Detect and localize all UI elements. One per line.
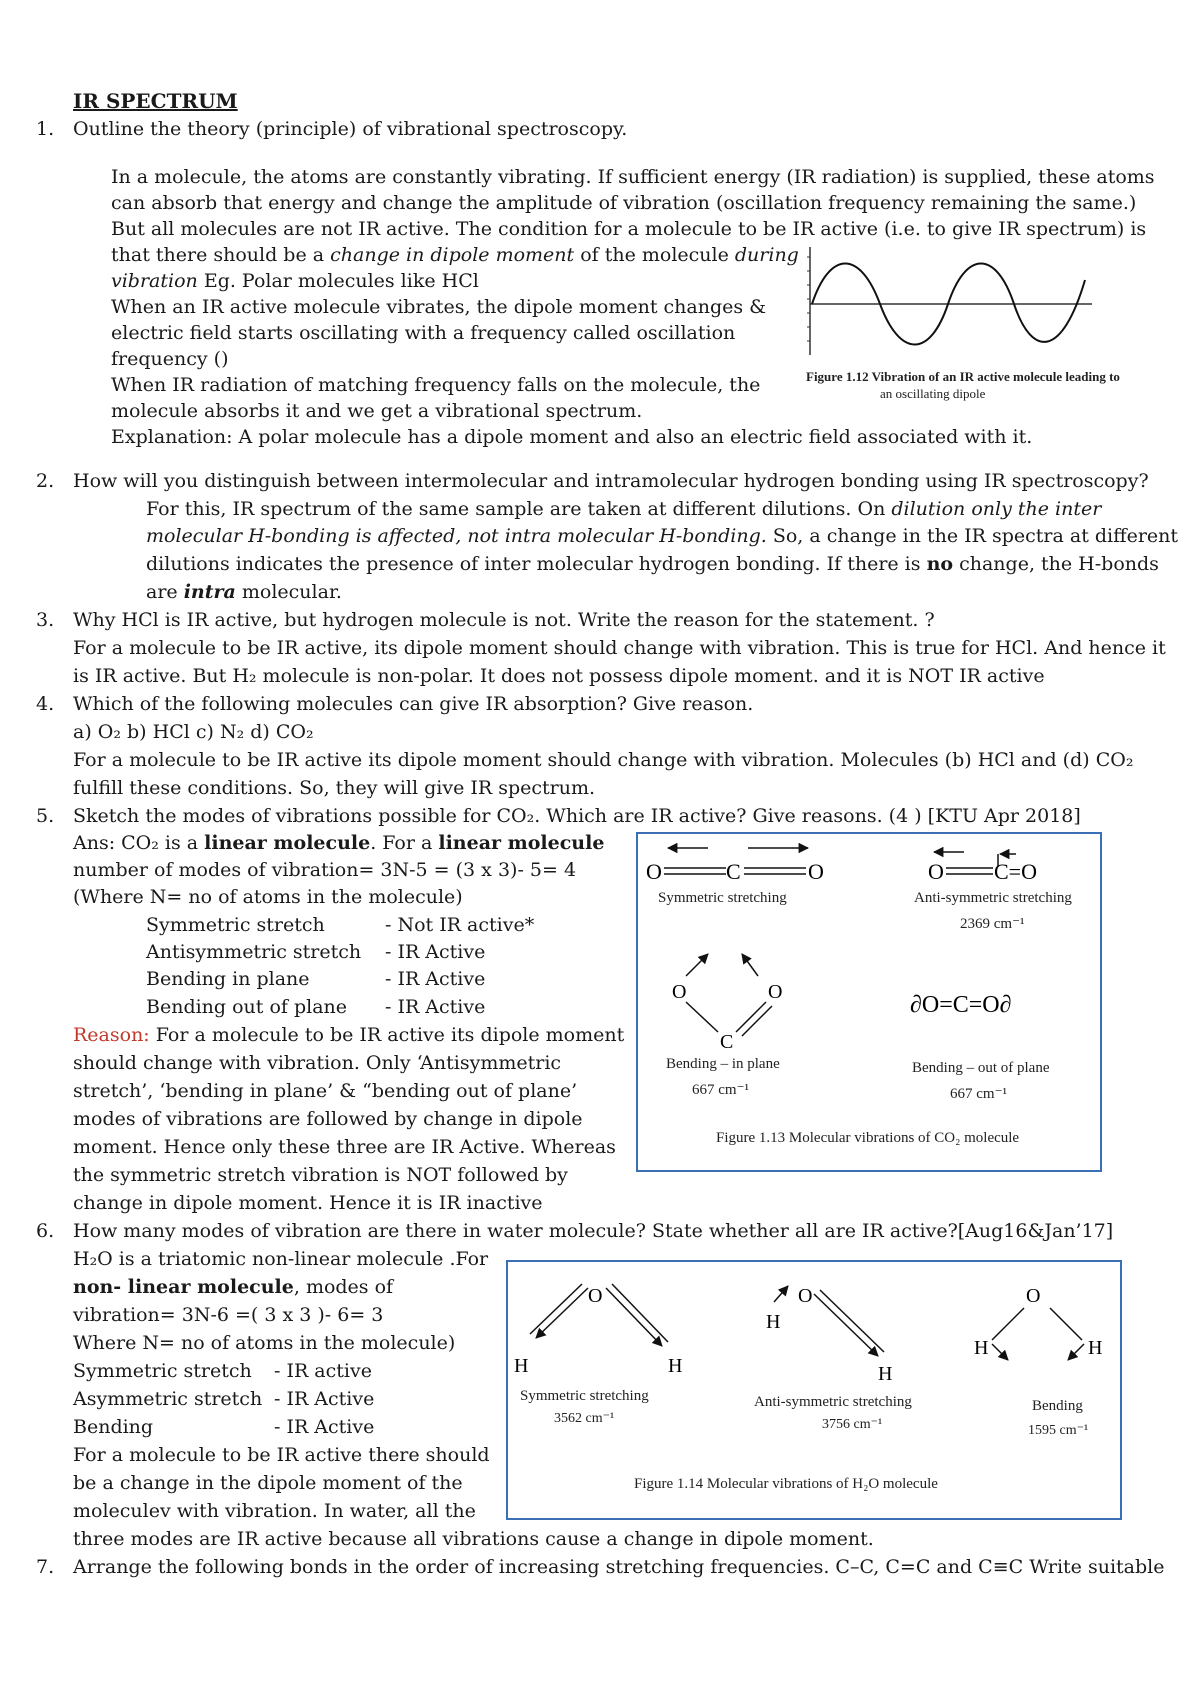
figure-1-14-caption: Figure 1.14 Molecular vibrations of H₂O molecule: [634, 1476, 938, 1492]
figure-1-12-caption-line1: Figure 1.12 Vibration of an IR active molecule leading to: [806, 369, 1120, 384]
q5-mode-name: Bending out of plane: [146, 996, 348, 1018]
arrow-up-icon: [686, 954, 708, 976]
svg-text:C: C: [726, 859, 741, 884]
co2-sym-label: Symmetric stretching: [658, 890, 787, 906]
co2-bend-out-molecule: ∂O=C=O∂: [910, 992, 1012, 1018]
q1-p10: molecule absorbs it and we get a vibrational spectrum.: [111, 400, 643, 422]
q4-number: 4.: [36, 693, 55, 715]
q1-p5: vibration Eg. Polar molecules like HCl: [111, 270, 479, 292]
h2o-anti-label: Anti-symmetric stretching: [754, 1394, 912, 1410]
svg-text:H: H: [766, 1311, 781, 1333]
q6-mode-name: Symmetric stretch: [73, 1360, 252, 1382]
q6-a4: Where N= no of atoms in the molecule): [73, 1332, 456, 1354]
q5-a3: (Where N= no of atoms in the molecule): [73, 886, 463, 908]
q5-reason-r2: should change with vibration. Only ‘Antisymmetric: [73, 1052, 562, 1074]
q7-title: Arrange the following bonds in the order of increasing stretching frequencies. C–C, C=C and C≡C Write suitable: [73, 1556, 1165, 1578]
q5-reason-r1: Reason: For a molecule to be IR active its dipole moment: [73, 1024, 625, 1046]
q4-l2: fulfill these conditions. So, they will give IR spectrum.: [73, 777, 596, 799]
q6-mode-name: Asymmetric stretch: [73, 1388, 263, 1410]
h2o-vibrations-figure: [506, 1260, 1122, 1520]
co2-anti-molecule: O: [928, 859, 944, 884]
q5-mode-status: - IR Active: [385, 968, 486, 990]
q6-mode-status: - IR Active: [274, 1388, 375, 1410]
svg-text:H: H: [974, 1337, 989, 1359]
h2o-anti-molecule: O: [798, 1285, 813, 1307]
q6-r3: moleculev with vibration. In water, all the: [73, 1500, 476, 1522]
q5-mode-name: Antisymmetric stretch: [146, 941, 362, 963]
page-heading: IR SPECTRUM: [73, 89, 238, 113]
q5-a1: Ans: CO₂ is a linear molecule. For a linear molecule: [73, 832, 605, 854]
h2o-sym-label: Symmetric stretching: [520, 1388, 649, 1404]
q5-mode-name: Bending in plane: [146, 968, 310, 990]
q5-mode-status: - IR Active: [385, 941, 486, 963]
q5-reason-r6: the symmetric stretch vibration is NOT followed by: [73, 1164, 568, 1186]
figure-1-13-caption: Figure 1.13 Molecular vibrations of CO₂ molecule: [716, 1130, 1020, 1146]
q5-reason-r5: moment. Hence only these three are IR Active. Whereas: [73, 1136, 616, 1158]
arrow-down-left-icon: [1068, 1344, 1084, 1360]
arrow-down-left-icon: [536, 1288, 588, 1338]
arrow-down-right-icon: [992, 1344, 1008, 1360]
q1-p8: frequency (): [111, 348, 229, 370]
q6-r1: For a molecule to be IR active there should: [73, 1444, 490, 1466]
q5-number: 5.: [36, 805, 55, 827]
q6-r4: three modes are IR active because all vibrations cause a change in dipole moment.: [73, 1528, 874, 1550]
h2o-bend-freq: 1595 cm⁻¹: [1028, 1423, 1089, 1438]
q5-reason-r3: stretch’, ‘bending in plane’ & “bending out of plane’: [73, 1080, 578, 1102]
q1-p4: that there should be a change in dipole moment of the molecule during: [111, 244, 799, 266]
q6-mode-status: - IR Active: [274, 1416, 375, 1438]
arrow-up-icon: [774, 1286, 788, 1302]
h2o-anti-freq: 3756 cm⁻¹: [822, 1417, 883, 1432]
q5-mode-status: - IR Active: [385, 996, 486, 1018]
q6-mode-status: - IR active: [274, 1360, 372, 1382]
q6-mode-name: Bending: [73, 1416, 154, 1438]
q6-a1: H₂O is a triatomic non-linear molecule .For: [73, 1248, 489, 1270]
h2o-bend-molecule: O: [1026, 1285, 1041, 1307]
q3-title: Why HCl is IR active, but hydrogen molecule is not. Write the reason for the statement. ?: [73, 609, 935, 631]
q5-reason-r7: change in dipole moment. Hence it is IR inactive: [73, 1192, 543, 1214]
co2-anti-freq: 2369 cm⁻¹: [960, 916, 1025, 932]
svg-text:H: H: [514, 1355, 529, 1377]
q4-options: a) O₂ b) HCl c) N₂ d) CO₂: [73, 721, 314, 743]
svg-text:H: H: [1088, 1337, 1103, 1359]
q2-number: 2.: [36, 470, 55, 492]
q1-p9: When IR radiation of matching frequency falls on the molecule, the: [111, 374, 761, 396]
co2-bend-in-freq: 667 cm⁻¹: [692, 1082, 749, 1098]
q1-p6: When an IR active molecule vibrates, the dipole moment changes &: [111, 296, 767, 318]
h2o-bend-label: Bending: [1032, 1398, 1083, 1414]
arrow-down-right-icon: [814, 1294, 878, 1356]
q6-a2: non- linear molecule, modes of: [73, 1276, 394, 1298]
arrow-down-right-icon: [606, 1288, 662, 1346]
h2o-sym-freq: 3562 cm⁻¹: [554, 1411, 615, 1426]
q2-l1: For this, IR spectrum of the same sample are taken at different dilutions. On dilution only the inter: [146, 498, 1102, 520]
q5-title: Sketch the modes of vibrations possible for CO₂. Which are IR active? Give reasons. (4 ) [KTU Apr 2018]: [73, 805, 1081, 827]
co2-bend-in-label: Bending – in plane: [666, 1056, 780, 1072]
q1-p2: can absorb that energy and change the amplitude of vibration (oscillation frequency remaining the same.): [111, 192, 1137, 214]
q2-title: How will you distinguish between intermolecular and intramolecular hydrogen bonding using IR spectroscopy?: [73, 470, 1149, 492]
svg-text:O: O: [768, 981, 783, 1003]
q7-number: 7.: [36, 1556, 55, 1578]
co2-bend-out-label: Bending – out of plane: [912, 1060, 1050, 1076]
q3-l2: is IR active. But H₂ molecule is non-polar. It does not possess dipole moment. and it is NOT IR active: [73, 665, 1045, 687]
co2-bend-out-freq: 667 cm⁻¹: [950, 1086, 1007, 1102]
q6-a3: vibration= 3N-6 =( 3 x 3 )- 6= 3: [73, 1304, 384, 1326]
svg-text:H: H: [878, 1363, 893, 1385]
q4-title: Which of the following molecules can give IR absorption? Give reason.: [73, 693, 754, 715]
co2-vibrations-figure: [636, 832, 1102, 1172]
q5-a2: number of modes of vibration= 3N-5 = (3 x 3)- 5= 4: [73, 859, 577, 881]
svg-text:O: O: [808, 859, 824, 884]
q5-reason-r4: modes of vibrations are followed by change in dipole: [73, 1108, 583, 1130]
q1-p1: In a molecule, the atoms are constantly vibrating. If sufficient energy (IR radiation) is supplied, these atoms: [111, 166, 1155, 188]
q1-number: 1.: [36, 118, 55, 140]
q6-r2: be a change in the dipole moment of the: [73, 1472, 463, 1494]
q1-p7: electric field starts oscillating with a frequency called oscillation: [111, 322, 736, 344]
h2o-sym-molecule: O: [588, 1285, 603, 1307]
q5-mode-status: - Not IR active*: [385, 914, 535, 936]
q2-l2: molecular H-bonding is affected, not intra molecular H-bonding. So, a change in the IR spectra at different: [146, 525, 1179, 547]
figure-1-12-caption-line2: an oscillating dipole: [880, 386, 986, 401]
svg-text:H: H: [668, 1355, 683, 1377]
q3-number: 3.: [36, 609, 55, 631]
co2-sym-molecule: O: [646, 859, 662, 884]
q1-p3: But all molecules are not IR active. The condition for a molecule to be IR active (i.e. to give IR spectrum) is: [111, 218, 1147, 240]
svg-text:C: C: [720, 1031, 734, 1053]
q6-title: How many modes of vibration are there in water molecule? State whether all are IR active?[Aug16&Jan’17]: [73, 1220, 1114, 1242]
q5-mode-name: Symmetric stretch: [146, 914, 325, 936]
q1-p11: Explanation: A polar molecule has a dipole moment and also an electric field associated with it.: [111, 426, 1033, 448]
oscillating-dipole-figure: [800, 245, 1100, 355]
q3-l1: For a molecule to be IR active, its dipole moment should change with vibration. This is true for HCl. And hence it: [73, 637, 1166, 659]
co2-bend-in-molecule: O: [672, 981, 687, 1003]
arrow-up-icon: [742, 954, 758, 976]
svg-text:C=O: C=O: [994, 859, 1037, 884]
q2-l3: dilutions indicates the presence of inter molecular hydrogen bonding. If there is no change, the H-bonds: [146, 553, 1159, 575]
q4-l1: For a molecule to be IR active its dipole moment should change with vibration. Molecules (b) HCl and (d) CO₂: [73, 749, 1134, 771]
q2-l4: are intra molecular.: [146, 581, 342, 603]
q1-title: Outline the theory (principle) of vibrational spectroscopy.: [73, 118, 628, 140]
co2-anti-label: Anti-symmetric stretching: [914, 890, 1072, 906]
q6-number: 6.: [36, 1220, 55, 1242]
